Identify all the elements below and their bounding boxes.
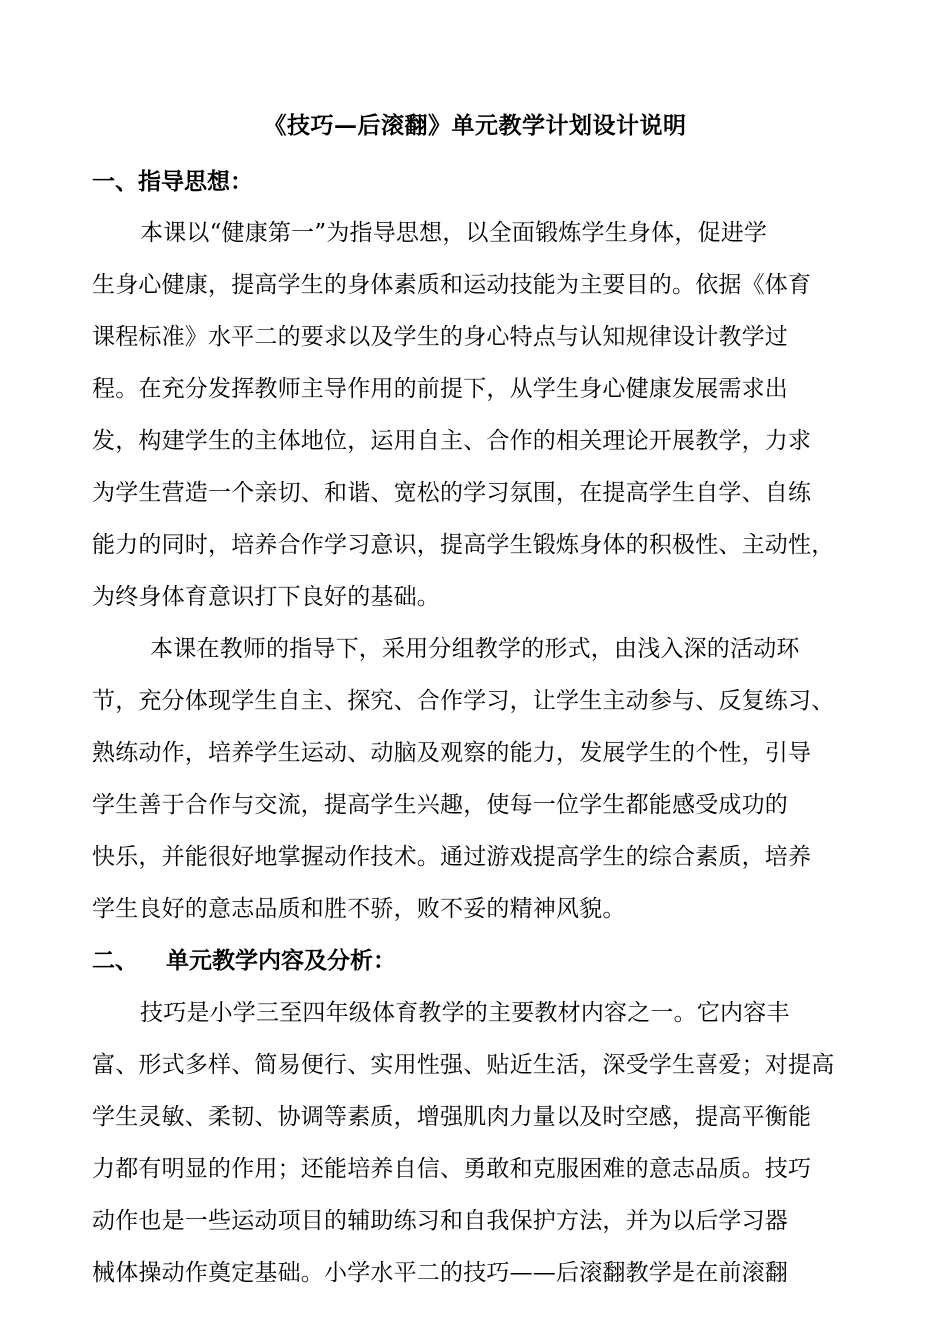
paragraph-line: 课程标准》水平二的要求以及学生的身心特点与认知规律设计教学过 — [92, 324, 788, 350]
paragraph-line: 快乐，并能很好地掌握动作技术。通过游戏提高学生的综合素质，培养 — [92, 844, 812, 870]
paragraph-line: 械体操动作奠定基础。小学水平二的技巧——后滚翻教学是在前滚翻 — [92, 1260, 788, 1286]
paragraph-line: 本课在教师的指导下，采用分组教学的形式，由浅入深的活动环 — [150, 636, 800, 662]
paragraph-line: 生身心健康，提高学生的身体素质和运动技能为主要目的。依据《体育 — [92, 272, 812, 298]
paragraph-line: 发，构建学生的主体地位，运用自主、合作的相关理论开展教学，力求 — [92, 428, 812, 454]
paragraph-line: 节，充分体现学生自主、探究、合作学习，让学生主动参与、反复练习、 — [92, 688, 835, 714]
paragraph-line: 技巧是小学三至四年级体育教学的主要教材内容之一。它内容丰 — [140, 1000, 790, 1026]
paragraph-line: 学生灵敏、柔韧、协调等素质，增强肌肉力量以及时空感，提高平衡能 — [92, 1104, 812, 1130]
section-heading-guiding-ideology: 一、指导思想： — [92, 168, 253, 195]
paragraph-line: 熟练动作，培养学生运动、动脑及观察的能力，发展学生的个性，引导 — [92, 740, 812, 766]
document-title: 《技巧—后滚翻》单元教学计划设计说明 — [263, 112, 687, 139]
paragraph-line: 学生善于合作与交流，提高学生兴趣，使每一位学生都能感受成功的 — [92, 792, 788, 818]
paragraph-line: 程。在充分发挥教师主导作用的前提下，从学生身心健康发展需求出 — [92, 376, 788, 402]
paragraph-line: 为终身体育意识打下良好的基础。 — [92, 584, 440, 610]
paragraph-line: 为学生营造一个亲切、和谐、宽松的学习氛围，在提高学生自学、自练 — [92, 480, 812, 506]
section-heading-text: 单元教学内容及分析： — [166, 947, 396, 974]
section-number: 二、 — [92, 947, 138, 974]
paragraph-line: 动作也是一些运动项目的辅助练习和自我保护方法，并为以后学习器 — [92, 1208, 788, 1234]
paragraph-line: 本课以“健康第一”为指导思想，以全面锻炼学生身体，促进学 — [140, 220, 768, 246]
paragraph-line: 能力的同时，培养合作学习意识，提高学生锻炼身体的积极性、主动性， — [92, 532, 835, 558]
paragraph-line: 富、形式多样、简易便行、实用性强、贴近生活，深受学生喜爱；对提高 — [92, 1052, 835, 1078]
section-heading-unit-content — [92, 942, 396, 975]
paragraph-line: 力都有明显的作用；还能培养自信、勇敢和克服困难的意志品质。技巧 — [92, 1156, 812, 1182]
paragraph-line: 学生良好的意志品质和胜不骄，败不妥的精神风貌。 — [92, 896, 626, 922]
